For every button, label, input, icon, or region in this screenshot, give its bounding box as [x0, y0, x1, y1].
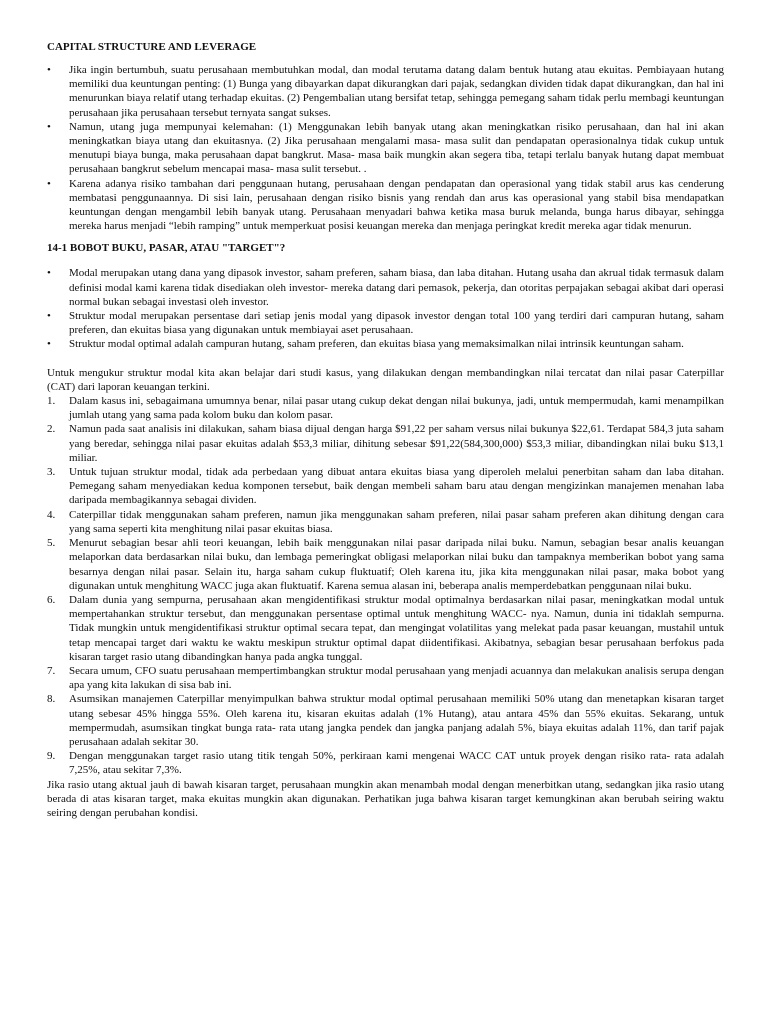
- bullet-text: Karena adanya risiko tambahan dari penggunaan hutang, perusahaan dengan pendapatan dan operasional yang tidak stabil arus kas cenderung membatasi penggunaannya. Di sisi lain, perusahaan dengan risiko bisnis yang rendah dan arus kas operasional yang stabil bisa mendapatkan keuntungan dengan mengambil lebih banyak utang. Perusahaan menyadari bahwa ketika masa buruk melanda, bunga harus dibayar, sehingga mereka harus menjadi “lebih ramping” untuk memperkuat posisi keuangan mereka dan menjaga peringkat kredit mereka agar tidak menurun.: [69, 177, 724, 233]
- bullet-marker: •: [47, 310, 51, 323]
- item-number: 3.: [47, 466, 56, 479]
- bullet-item: [47, 266, 724, 309]
- bullet-text: Struktur modal merupakan persentase dari setiap jenis modal yang dipasok investor dengan total 100 yang terdiri dari campuran hutang, saham preferen, dan ekuitas biasa yang digunakan untuk membiayai aset perusahaan.: [69, 310, 724, 337]
- item-number: 1.: [47, 395, 56, 408]
- bullet-item: [47, 309, 724, 337]
- numbered-item: [47, 394, 724, 422]
- item-number: 4.: [47, 508, 56, 521]
- item-number: 7.: [47, 664, 56, 677]
- bullet-item: [47, 337, 724, 351]
- item-number: 6.: [47, 593, 56, 606]
- numbered-item: [47, 692, 724, 749]
- item-text: Dalam kasus ini, sebagaimana umumnya benar, nilai pasar utang cukup dekat dengan nilai bukunya, jadi, untuk mempermudah, kami menampilkan jumlah utang yang sama pada kolom buku dan kolom pasar.: [69, 395, 724, 422]
- bullet-text: Modal merupakan utang dana yang dipasok investor, saham preferen, saham biasa, dan laba ditahan. Hutang usaha dan akrual tidak termasuk dalam definisi modal kami karena tidak disediakan oleh investor- mereka datang dari pemasok, pekerja, dan otoritas perpajakan sebagai akibat dari operasi normal bukan sebagai investasi oleh investor.: [69, 267, 724, 308]
- bullet-text: Jika ingin bertumbuh, suatu perusahaan membutuhkan modal, dan modal terutama datang dalam bentuk hutang atau ekuitas. Pembiayaan hutang memiliki dua keuntungan penting: (1) Bunga yang dibayarkan dapat dikurangkan dari pajak, sedangkan dividen tidak dapat dikurangkan, dan hal ini menurunkan biaya relatif utang terhadap ekuitas. (2) Pengembalian utang bersifat tetap, sehingga pemegang saham tidak perlu membagi keuntungan perusahaan jika perusahaan tersebut ternyata sangat sukses.: [69, 64, 724, 119]
- bullet-marker: •: [47, 120, 51, 133]
- bullet-marker: •: [47, 177, 51, 190]
- capital-definition-bullets: [47, 266, 724, 351]
- item-number: 2.: [47, 423, 56, 436]
- section-title-capital-structure: CAPITAL STRUCTURE AND LEVERAGE: [47, 41, 257, 53]
- bullet-item: [47, 177, 724, 234]
- section-title-book-market-target: 14-1 BOBOT BUKU, PASAR, ATAU "TARGET"?: [47, 242, 286, 255]
- bullet-marker: •: [47, 64, 51, 76]
- bullet-item: [47, 63, 724, 120]
- item-text: Namun pada saat analisis ini dilakukan, saham biasa dijual dengan harga $91,22 per saham versus nilai bukunya $22,61. Terdapat 584,3 juta saham yang beredar, sehingga nilai pasar ekuitas adalah $53,3 miliar, dihitung sebesar $91,22(584,300,000) $53,3 miliar, dibandingkan nilai buku $13,1 miliar.: [69, 423, 724, 464]
- item-text: Dalam dunia yang sempurna, perusahaan akan mengidentifikasi struktur modal optimalnya berdasarkan nilai pasar, meningkatkan modal untuk mempertahankan struktur tersebut, dan menggunakan persentase optimal untuk menghitung WACC- nya. Namun, dunia ini tidaklah sempurna. Tidak mungkin untuk mengidentifikasi struktur optimal secara tepat, dan mengingat volatilitas yang melekat pada pasar keuangan, mustahil untuk tetap mencapai target dari waktu ke waktu meskipun struktur optimal dapat diidentifikasi. Akibatnya, sebagian besar perusahaan berfokus pada kisaran target rasio utang dibandingkan hanya pada angka tunggal.: [69, 593, 724, 663]
- item-number: 9.: [47, 750, 56, 763]
- item-number: 8.: [47, 693, 56, 706]
- numbered-list: [47, 394, 724, 777]
- numbered-item: [47, 508, 724, 536]
- bullet-text: Struktur modal optimal adalah campuran hutang, saham preferen, dan ekuitas biasa yang memaksimalkan nilai intrinsik keuntungan saham.: [69, 338, 684, 351]
- intro-paragraph: Untuk mengukur struktur modal kita akan belajar dari studi kasus, yang dilakukan dengan membandingkan nilai tercatat dan nilai pasar Caterpillar (CAT) dari laporan keuangan terkini.: [47, 366, 724, 393]
- item-text: Menurut sebagian besar ahli teori keuangan, lebih baik menggunakan nilai pasar daripada nilai buku. Namun, sebagian besar analis keuangan melaporkan data berdasarkan nilai buku, dan lembaga pemeringkat obligasi melaporkan nilai buku dan tampaknya memberikan bobot yang sama besarnya dengan nilai pasar. Selain itu, harga saham cukup fluktuatif; Oleh karena itu, jika kita menggunakan nilai pasar, maka bobot yang digunakan untuk menghitung WACC juga akan fluktuatif. Karena semua alasan ini, beberapa analis memperdebatkan penggunaan nilai buku.: [69, 537, 724, 592]
- item-text: Dengan menggunakan target rasio utang titik tengah 50%, perkiraan kami mengenai WACC CAT untuk proyek dengan risiko rata- rata adalah 7,25%, atau sekitar 7,3%.: [69, 750, 724, 777]
- item-text: Secara umum, CFO suatu perusahaan mempertimbangkan struktur modal perusahaan yang menjadi acuannya dan melakukan analisis serupa dengan apa yang kita lakukan di sisa bab ini.: [69, 664, 724, 692]
- bullet-marker: •: [47, 338, 51, 351]
- item-text: Untuk tujuan struktur modal, tidak ada perbedaan yang dibuat antara ekuitas biasa yang diperoleh melalui penerbitan saham dan laba ditahan. Pemegang saham menyediakan kedua komponen tersebut, baik dengan membeli saham baru atau dengan mengizinkan manajemen menahan laba daripada membagikannya sebagai dividen.: [69, 466, 724, 507]
- numbered-item: [47, 593, 724, 664]
- numbered-item: [47, 664, 724, 692]
- numbered-item: [47, 422, 724, 465]
- item-text: Asumsikan manajemen Caterpillar menyimpulkan bahwa struktur modal optimal perusahaan memiliki 50% utang dan menetapkan kisaran target utang sebesar 45% hingga 55%. Oleh karena itu, kisaran ekuitas adalah (1% Hutang), atau antara 45% dan 55% ekuitas. Sekarang, untuk mempermudah, asumsikan tingkat bunga rata- rata utang jangka pendek dan jangka panjang adalah 5%, biaya ekuitas adalah 11%, dan tarif pajak perusahaan adalah sekitar 30.: [69, 693, 724, 748]
- numbered-item: [47, 536, 724, 593]
- bullet-item: [47, 120, 724, 177]
- item-text: Caterpillar tidak menggunakan saham preferen, namun jika menggunakan saham preferen, nilai pasar saham preferen akan dihitung dengan cara yang sama seperti kita menghitung nilai pasar ekuitas biasa.: [69, 508, 724, 535]
- bullet-marker: •: [47, 267, 51, 280]
- numbered-item: [47, 465, 724, 508]
- item-number: 5.: [47, 537, 56, 550]
- bullet-text: Namun, utang juga mempunyai kelemahan: (1) Menggunakan lebih banyak utang akan meningkatkan risiko perusahaan, dan hal ini akan meningkatkan biaya utang dan ekuitasnya. (2) Jika perusahaan mengalami masa- masa sulit dan pendapatan operasionalnya tidak cukup untuk menutupi biaya bunga, maka perusahaan dapat bangkrut. Masa- masa baik mungkin akan segera tiba, tetapi terlalu banyak hutang dapat membuat perusahaan bangkrut sebelum mencapai masa- masa sulit tersebut. .: [69, 120, 724, 176]
- numbered-item: [47, 749, 724, 777]
- closing-paragraph: Jika rasio utang aktual jauh di bawah kisaran target, perusahaan mungkin akan menambah modal dengan menerbitkan utang, sedangkan jika rasio utang berada di atas kisaran target, maka ekuitas mungkin akan digunakan. Perhatikan juga bahwa kisaran target kemungkinan akan berubah seiring waktu seiring dengan perubahan kondisi.: [47, 778, 724, 819]
- capital-structure-bullets: [47, 63, 724, 233]
